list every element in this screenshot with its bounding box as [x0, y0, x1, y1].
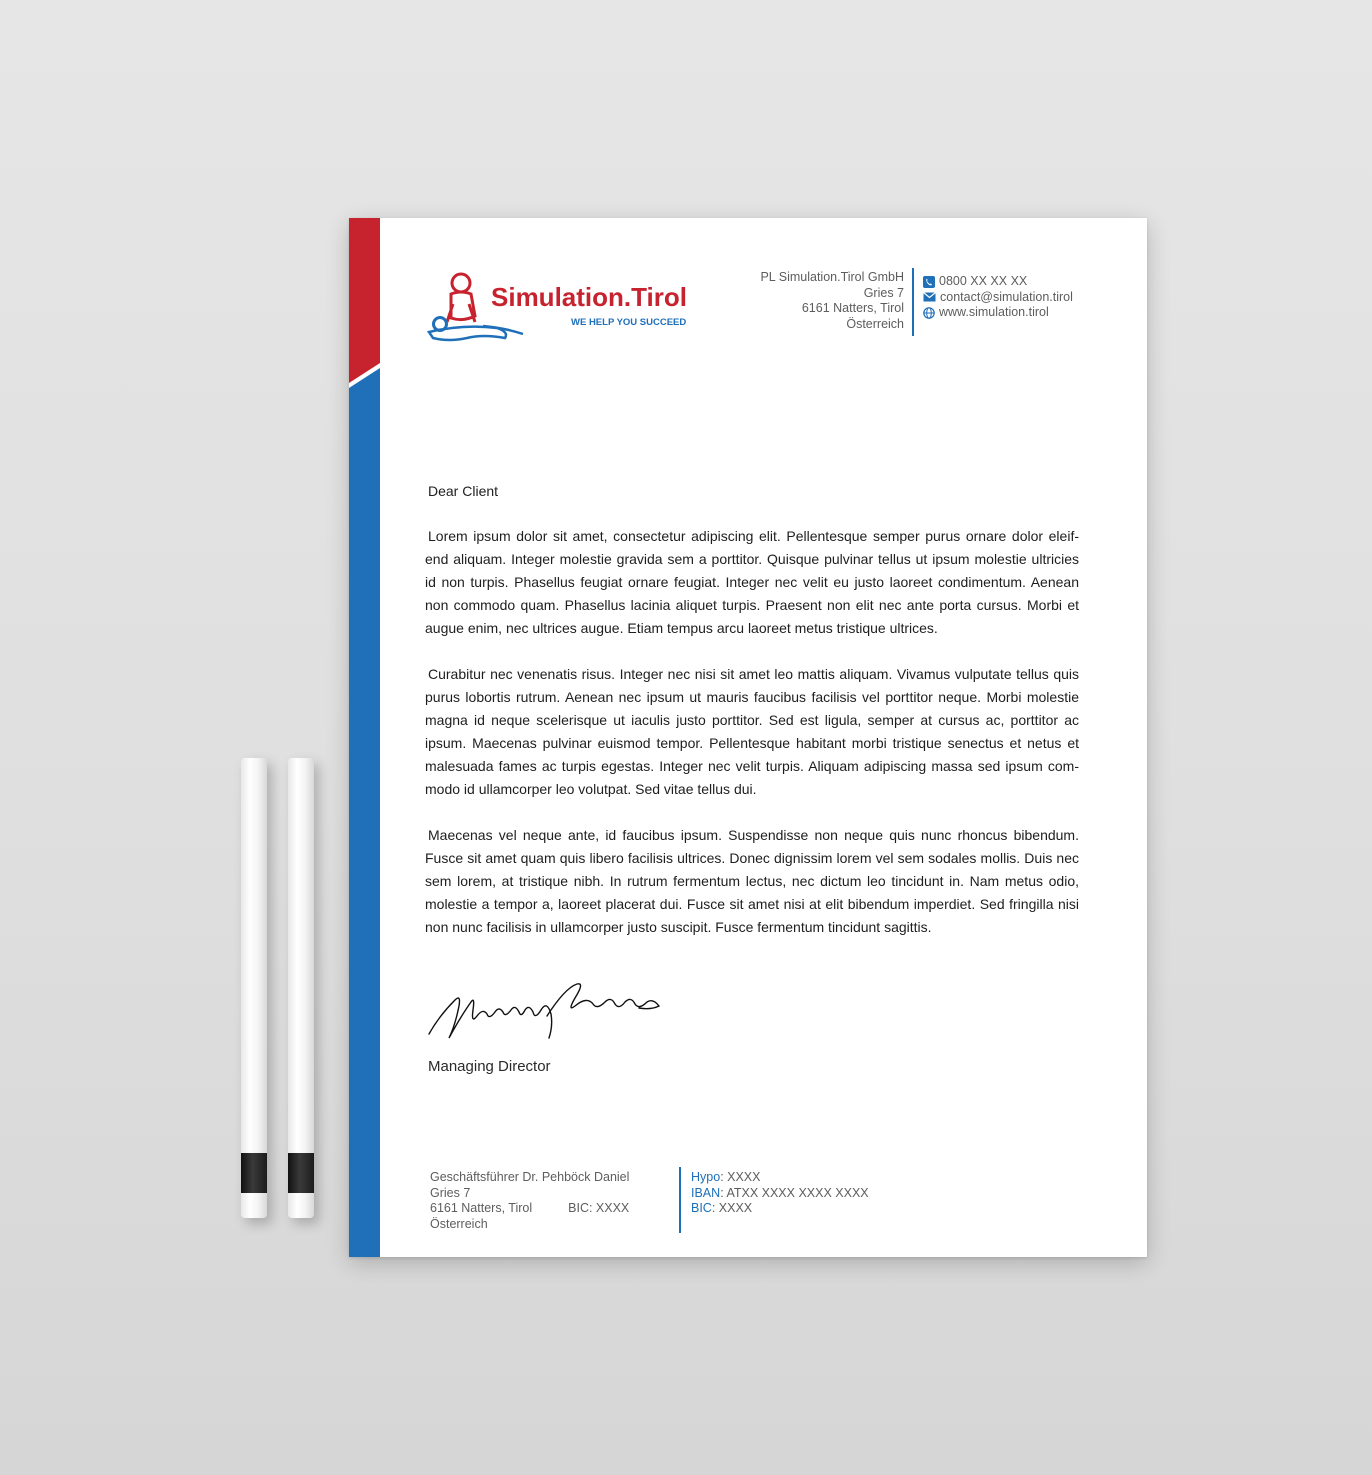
pen-cap-band	[288, 1153, 314, 1193]
footer-street: Gries 7	[430, 1185, 471, 1200]
bic-label: BIC	[691, 1201, 712, 1215]
logo-tagline: WE HELP YOU SUCCEED	[571, 317, 687, 328]
footer-bic: BIC: XXXX	[568, 1201, 630, 1215]
bank-label: Hypo	[691, 1170, 721, 1184]
website-link[interactable]: www.simulation.tirol	[939, 305, 1049, 319]
footer-company-info	[430, 1170, 629, 1232]
sender-country: Österreich	[846, 316, 904, 331]
header-divider	[912, 268, 914, 336]
letterhead-paper	[349, 218, 1147, 1257]
footer-bank-row	[691, 1170, 869, 1186]
contact-website	[923, 305, 1073, 321]
pen-right	[288, 758, 314, 1218]
email-link[interactable]: contact@simulation.tirol	[940, 289, 1073, 304]
footer-country: Österreich	[430, 1216, 488, 1231]
letter-greeting: Dear Client	[428, 483, 499, 499]
letter-body	[425, 525, 1079, 962]
letter-paragraph: Lorem ipsum dolor sit amet, consectetur adipiscing elit. Pellentesque semper purus ornare dolor eleif-end aliquam. Integer molestie gravida sem a porttitor. Quisque pulvinar tellus ut ipsum molestie ultricies id non turpis. Phasellus feugiat ornare feugiat. Integer nec velit eu justo laoreet condimentum. Aenean non commodo quam. Phasellus lacinia aliquet turpis. Praesent non elit nec ante porta cursus. Morbi et augue enim, nec ultrices augue. Etiam tempus arcu laoreet metus tristique ultrices.	[425, 528, 1079, 636]
svg-text:Simulation.Tirol	[491, 282, 687, 312]
footer-managing-director: Geschäftsführer Dr. Pehböck Daniel	[430, 1170, 630, 1184]
letter-paragraph: Maecenas vel neque ante, id faucibus ipsum. Suspendisse non neque quis nunc rhoncus bibendum. Fusce sit amet quam quis libero facilisis ultrices. Donec dignissim lorem vel sem sodales mollis. Duis nec sem lorem, at tristique nibh. In rutrum fermentum lectus, nec dictum leo tincidunt in. Nam metus odio, molestie a tempor a, laoreet placerat dui. Fusce sit amet nisi at elit bibendum imperdiet. Sed fringilla nisi non nunc facilisis in ullamcorper justo suscipit. Fusce fermentum tincidunt sagittis.	[425, 827, 1079, 935]
logo-wordmark: Simulation.Tirol	[491, 282, 687, 312]
footer-bic-row	[691, 1201, 869, 1217]
pen-cap-band	[241, 1153, 267, 1193]
footer-bank-info	[691, 1170, 869, 1217]
contact-block	[923, 274, 1073, 321]
pen-left	[241, 758, 267, 1218]
footer-city: 6161 Natters, Tirol	[430, 1201, 533, 1215]
sender-city: 6161 Natters, Tirol	[801, 301, 904, 315]
company-logo	[423, 268, 705, 348]
globe-icon	[923, 307, 935, 319]
iban-value: : ATXX XXXX XXXX XXXX	[720, 1185, 869, 1200]
signatory-role: Managing Director	[428, 1058, 551, 1075]
footer-iban-row	[691, 1186, 869, 1202]
footer-divider	[679, 1167, 681, 1233]
footer-city-row	[430, 1201, 629, 1217]
bic-value: : XXXX	[711, 1201, 753, 1215]
letter-paragraph: Curabitur nec venenatis risus. Integer nec nisi sit amet leo mattis aliquam. Vivamus vulputate tellus quis purus lobortis rutrum. Aenean nec ipsum ut mauris faucibus facilisis vel porttitor neque. Morbi molestie magna id neque scelerisque ut iaculis justo porttitor. Sed est ligula, semper at cursus ac, porttitor ac ipsum. Maecenas pulvinar euismod tempor. Pellentesque habitant morbi tristique senectus et netus et malesuada fames ac turpis egestas. Integer nec velit turpis. Aliquam adipiscing massa sed ipsum com-modo id ullamcorper leo volutpat. Sed vitae tellus dui.	[425, 666, 1079, 797]
sender-company: PL Simulation.Tirol GmbH	[760, 270, 904, 284]
brand-side-stripe	[349, 218, 380, 1257]
handwritten-signature	[425, 976, 665, 1048]
contact-phone	[923, 274, 1073, 290]
phone-number[interactable]: 0800 XX XX XX	[939, 274, 1028, 288]
iban-label: IBAN	[691, 1185, 721, 1200]
phone-icon	[923, 276, 935, 288]
sender-street: Gries 7	[863, 285, 904, 300]
contact-email	[923, 290, 1073, 306]
bank-value: : XXXX	[720, 1170, 761, 1184]
envelope-icon	[923, 292, 936, 302]
sender-address	[760, 270, 904, 332]
